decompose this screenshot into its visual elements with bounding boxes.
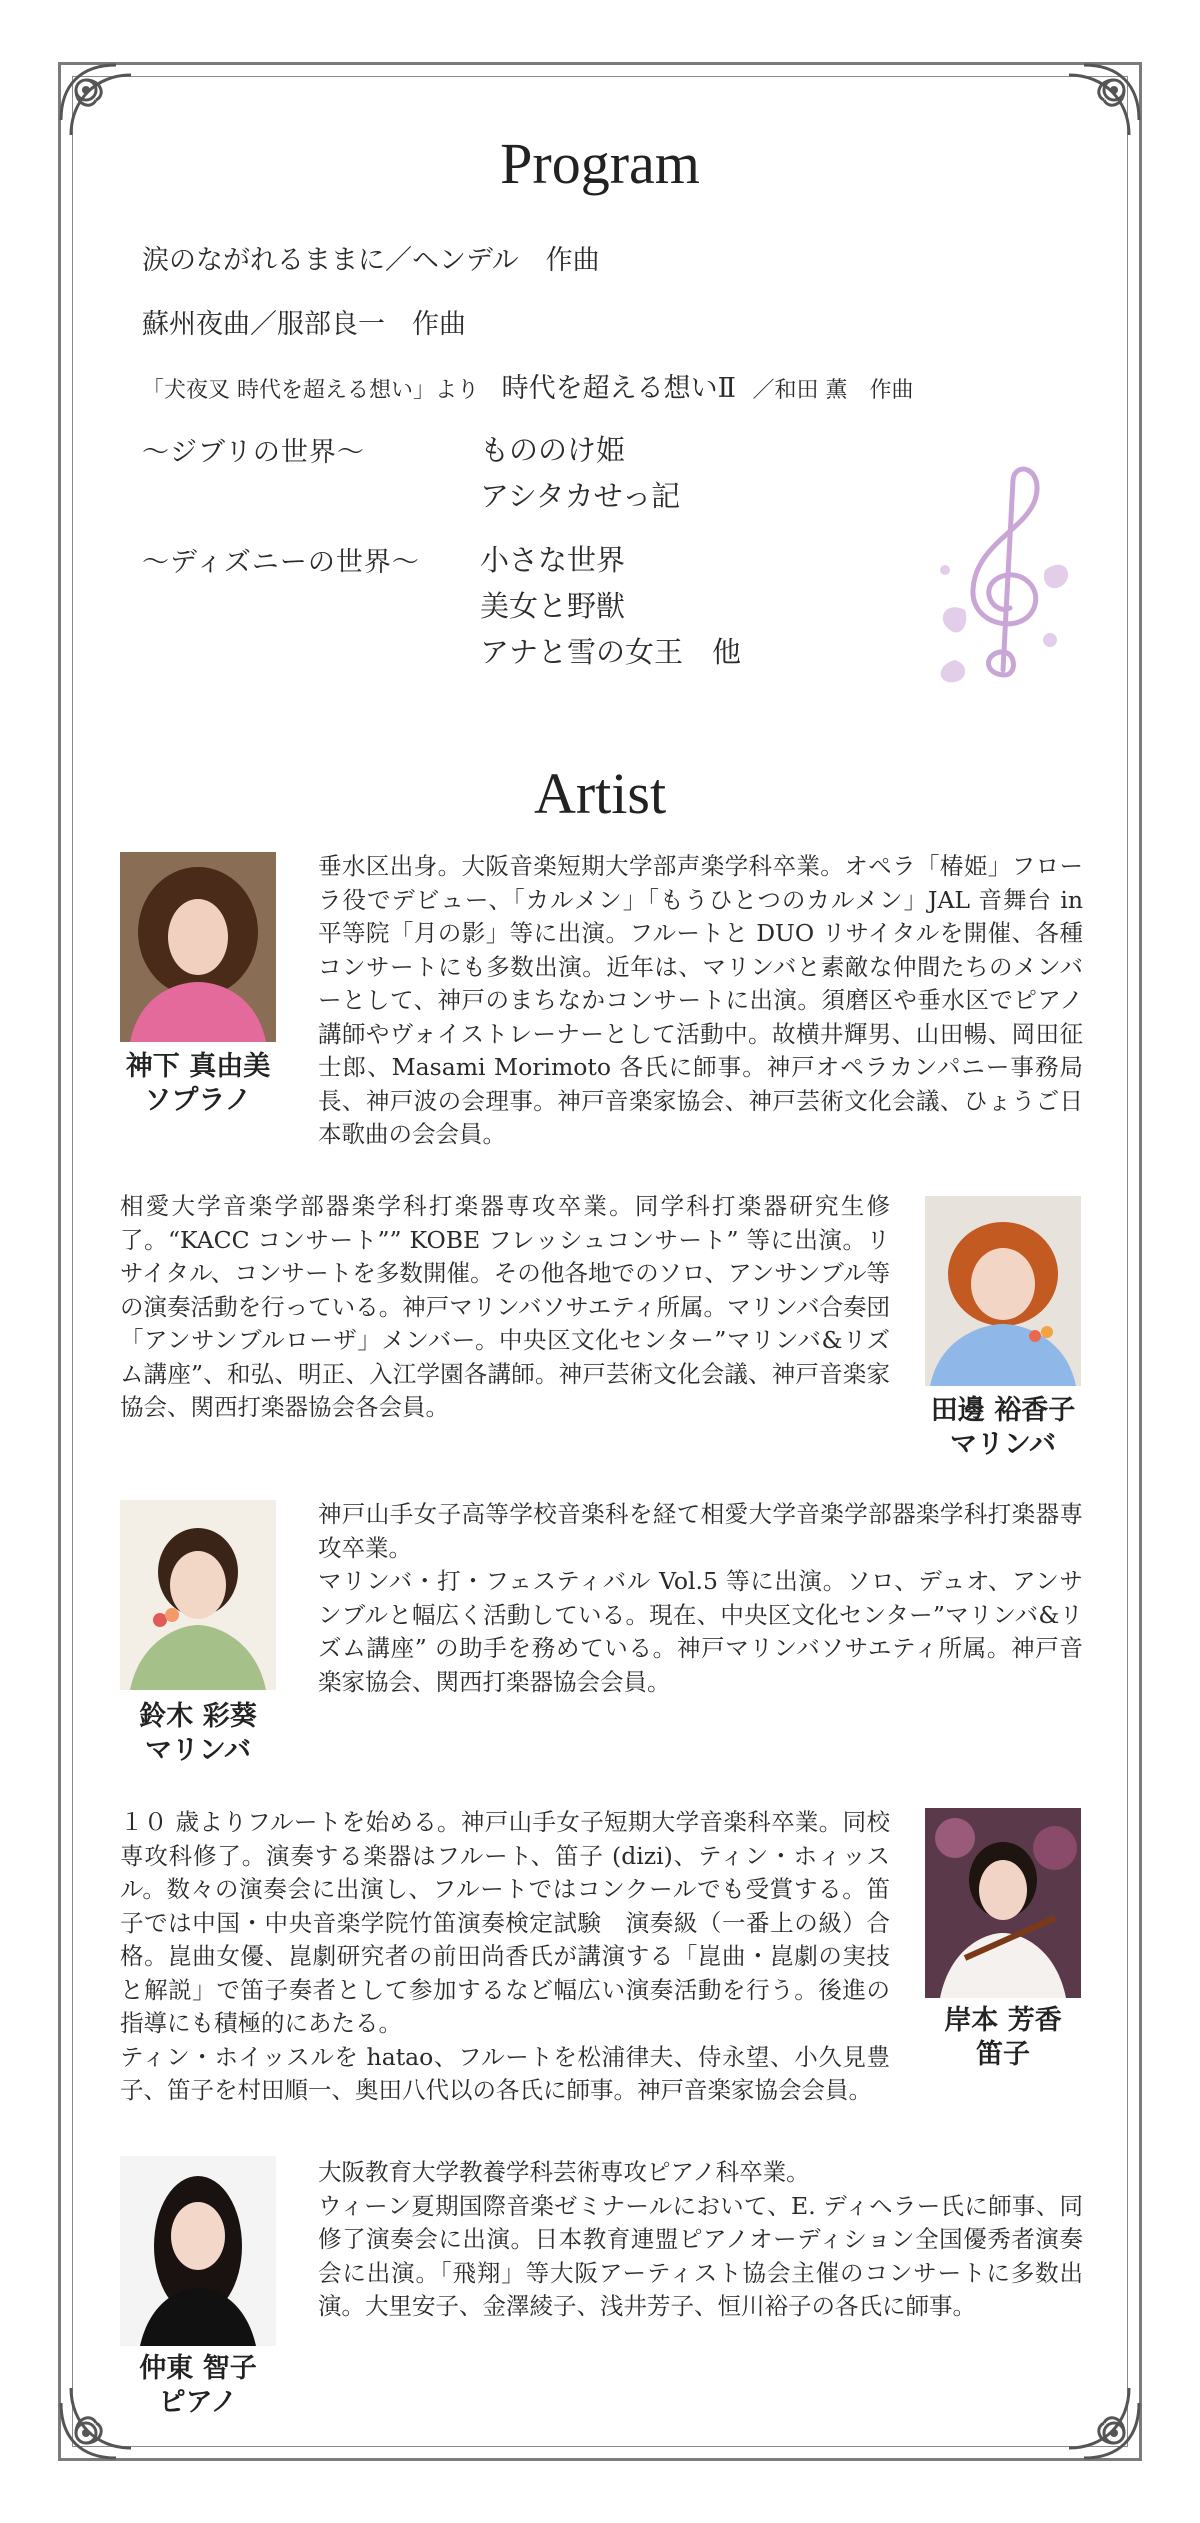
disney-item: 小さな世界	[480, 543, 626, 577]
artist-heading: Artist	[533, 761, 667, 826]
disney-item: 美女と野獣	[480, 589, 626, 623]
artist-bio: 大阪教育大学教養学科芸術専攻ピアノ科卒業。 ウィーン夏期国際音楽ゼミナールにおいて、E. ディヘラー氏に師事、同修了演奏会に出演。日本教育連盟ピアノオーディション全国優秀者演奏会に出演。「飛翔」等大阪アーティスト協会主催のコンサートに多数出演。大里安子、金澤綾子、浅井芳子、恒川裕子の各氏に師事。	[318, 2158, 1083, 2320]
ghibli-item: アシタカせっ記	[480, 479, 681, 513]
artist-role: マリンバ	[144, 1735, 252, 1766]
disney-label: 〜ディズニーの世界〜	[142, 547, 420, 578]
artist-name: 岸本 芳香	[944, 2005, 1062, 2036]
artist-bio: １０ 歳よりフルートを始める。神戸山手女子短期大学音楽科卒業。同校専攻科修了。演奏する楽器はフルート、笛子 (dizi)、ティン・ホィッスル。数々の演奏会に出演し、フルートではコンクールでも受賞する。笛子では中国・中央音楽学院竹笛演奏検定試験 演奏級（一番上の級）合格。崑曲女優、崑劇研究者の前田尚香氏が講演する「崑曲・崑劇の実技と解説」で笛子奏者として参加するなど幅広い演奏活動を行う。後進の指導にも積極的にあたる。 ティン・ホイッスルを hatao、フルートを松浦律夫、侍永望、小久見豊子、笛子を村田順一、奥田八代以の各氏に師事。神戸音楽家協会会員。	[120, 1808, 890, 2104]
treble-clef-icon	[925, 460, 1075, 700]
artist-bio: 垂水区出身。大阪音楽短期大学部声楽学科卒業。オペラ「椿姫」フローラ役でデビュー、「カルメン」「もうひとつのカルメン」JAL 音舞台 in 平等院「月の影」等に出演。フルートと DUO リサイタルを開催、各種コンサートにも多数出演。近年は、マリンバと素敵な仲間たちのメンバーとして、神戸のまちなかコンサートに出演。須磨区や垂水区でピアノ講師やヴォイストレーナーとして活動中。故横井輝男、山田暢、岡田征士郎、Masami Morimoto 各氏に師事。神戸オペラカンパニー事務局長、神戸波の会理事。神戸音楽家協会、神戸芸術文化会議、ひょうご日本歌曲の会会員。	[318, 852, 1083, 1148]
artist-role: ソプラノ	[144, 1085, 252, 1116]
artist-name: 仲東 智子	[139, 2353, 257, 2384]
program-line-inuyasha	[142, 366, 914, 405]
ornament-corner-icon	[1054, 2373, 1144, 2463]
inuyasha-prefix: 「犬夜叉 時代を超える想い」より	[142, 378, 479, 403]
artist-role: 笛子	[976, 2039, 1030, 2070]
artist-name: 鈴木 彩葵	[139, 1701, 257, 1732]
artist-name: 神下 真由美	[125, 1051, 271, 1082]
artist-photo	[925, 1808, 1081, 1998]
program-line: 蘇州夜曲／服部良一 作曲	[142, 309, 466, 340]
ghibli-label: 〜ジブリの世界〜	[142, 437, 365, 468]
artist-name: 田邊 裕香子	[930, 1395, 1076, 1426]
artist-photo	[925, 1196, 1081, 1386]
artist-role: マリンバ	[949, 1429, 1057, 1460]
artist-bio: 相愛大学音楽学部器楽学科打楽器専攻卒業。同学科打楽器研究生修了。“KACC コンサート”” KOBE フレッシュコンサート” 等に出演。リサイタル、コンサートを多数開催。その他各地でのソロ、アンサンブル等の演奏活動を行っている。神戸マリンバソサエティ所属。マリンバ合奏団「アンサンブルローザ」メンバー。中央区文化センター”マリンバ&リズム講座”、和弘、明正、入江学園各講師。神戸芸術文化会議、神戸音楽家協会、関西打楽器協会各会員。	[120, 1192, 890, 1421]
artist-bio: 神戸山手女子高等学校音楽科を経て相愛大学音楽学部器楽学科打楽器専攻卒業。 マリンバ・打・フェスティバル Vol.5 等に出演。ソロ、デュオ、アンサンブルと幅広く活動している。現在、中央区文化センター”マリンバ&リズム講座” の助手を務めている。神戸マリンバソサエティ所属。神戸音楽家協会、関西打楽器協会会員。	[318, 1500, 1083, 1696]
artist-role: ピアノ	[158, 2387, 238, 2418]
disney-item: アナと雪の女王 他	[480, 635, 742, 669]
artist-photo	[120, 2156, 276, 2346]
program-heading: Program	[500, 131, 700, 196]
inuyasha-composer: ／和田 薫 作曲	[752, 378, 914, 403]
inuyasha-title: 時代を超える想いⅡ	[501, 373, 736, 404]
program-line: 涙のながれるままに／ヘンデル 作曲	[142, 245, 600, 276]
artist-photo	[120, 1500, 276, 1690]
artist-photo	[120, 852, 276, 1042]
ghibli-item: もののけ姫	[480, 433, 626, 467]
